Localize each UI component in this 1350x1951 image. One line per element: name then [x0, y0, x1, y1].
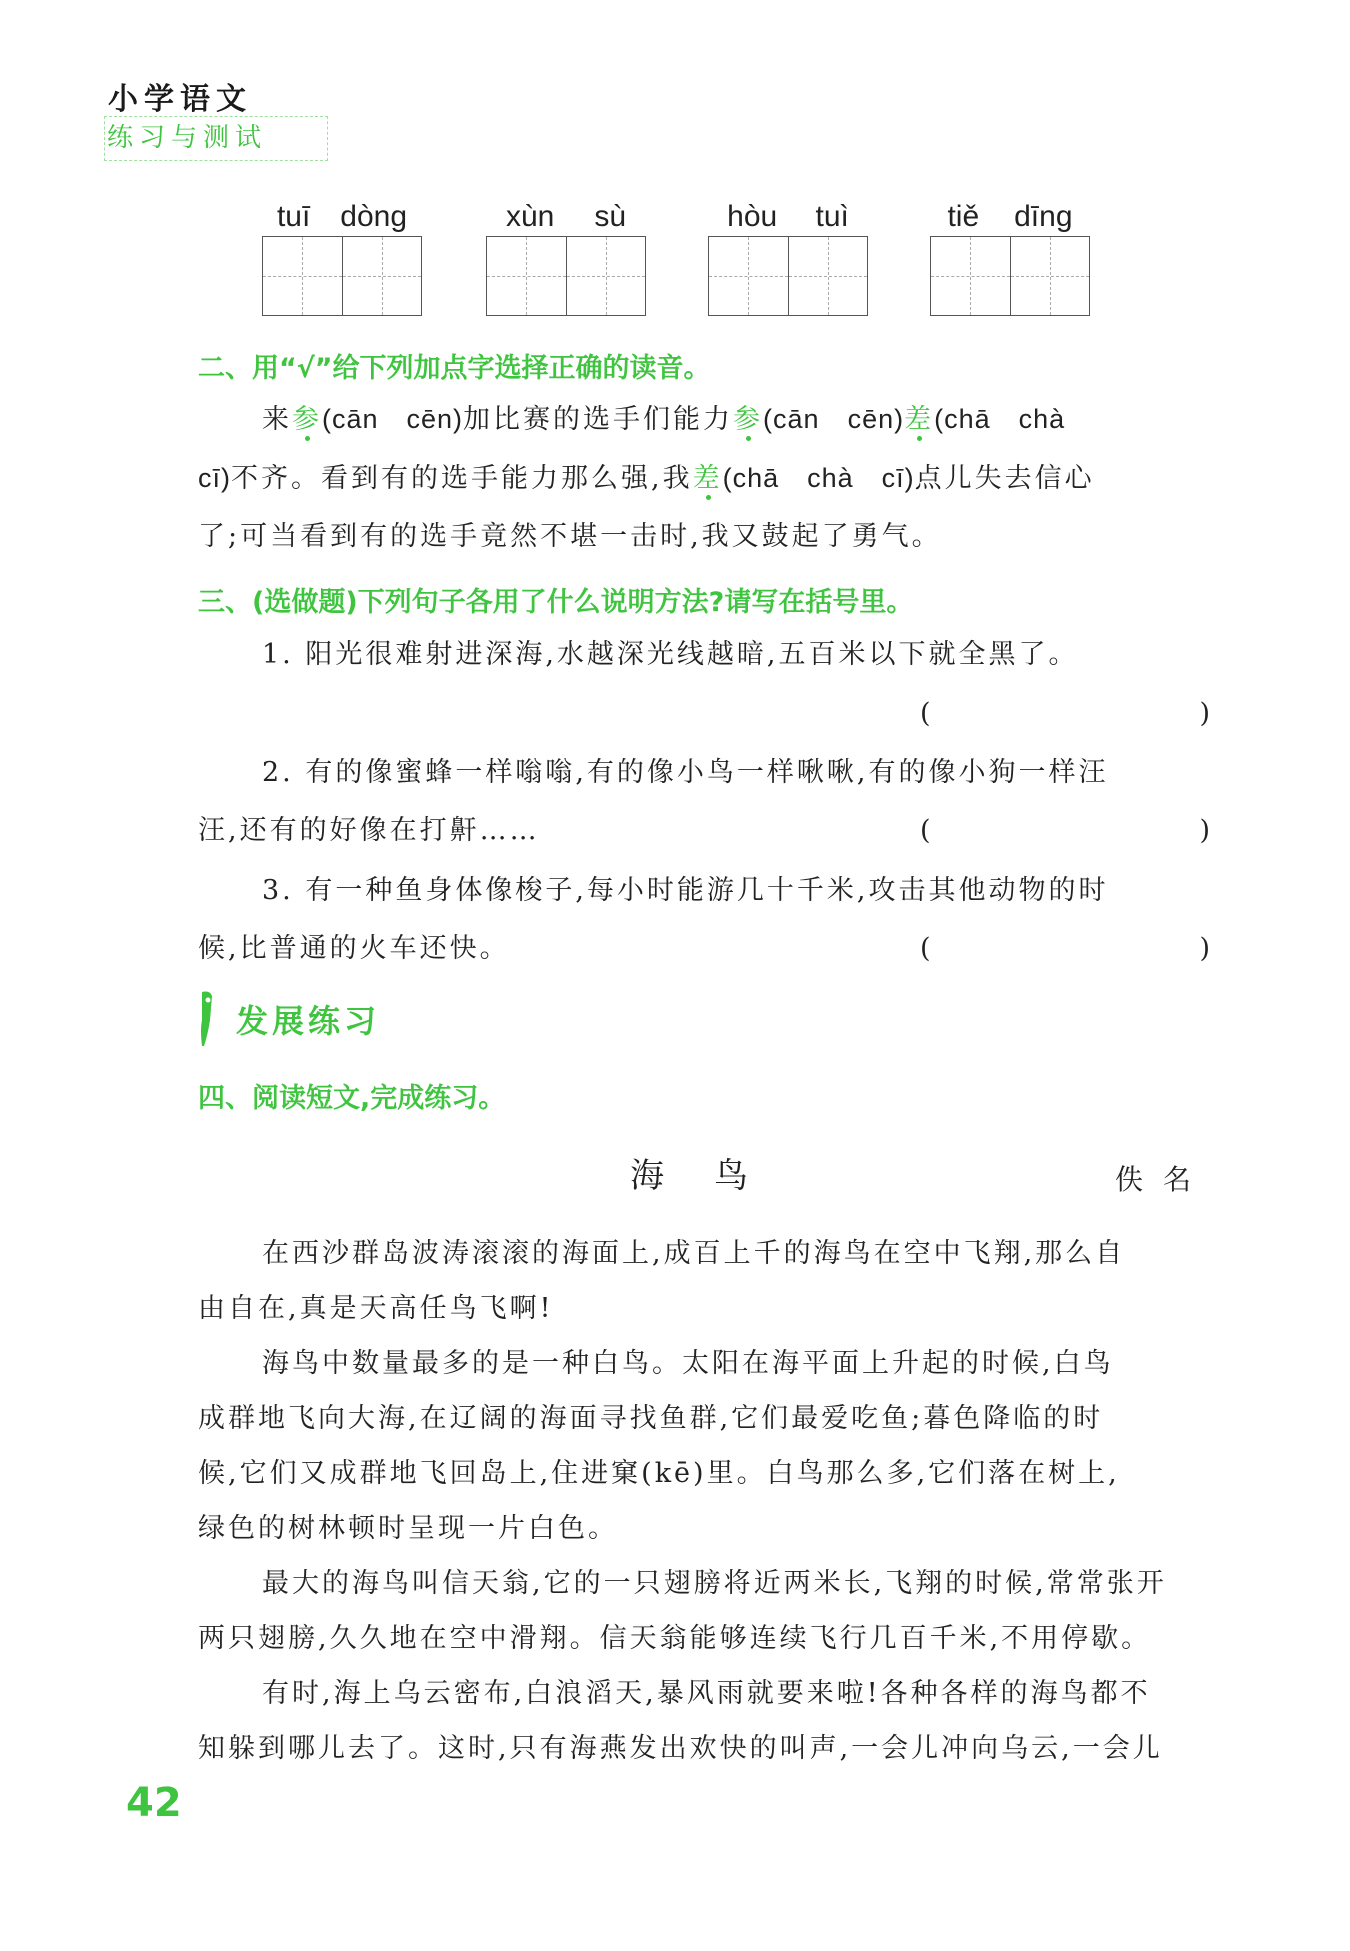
pinyin-syllable: hòu	[727, 200, 778, 233]
writing-grid[interactable]	[708, 236, 868, 316]
pinyin-box-group	[486, 200, 646, 316]
answer-parentheses[interactable]: ( )	[920, 933, 1210, 964]
dotted-char: 参	[733, 404, 764, 435]
pinyin-syllable: dīng	[1014, 200, 1073, 233]
pinyin-options[interactable]: (cān cēn)	[322, 404, 464, 434]
dotted-char: 差	[692, 463, 723, 494]
section-heading: 四、阅读短文,完成练习。	[198, 1083, 506, 1114]
article-line: 最大的海鸟叫信天翁,它的一只翅膀将近两米长,飞翔的时候,常常张开	[262, 1568, 1167, 1599]
writing-grid[interactable]	[486, 236, 646, 316]
pinyin-syllable: dòng	[340, 200, 408, 233]
question-1: 1. 阳光很难射进深海,水越深光线越暗,五百米以下就全黑了。	[262, 639, 1079, 670]
question-2: 2. 有的像蜜蜂一样嗡嗡,有的像小鸟一样啾啾,有的像小狗一样汪 汪,还有的好像在打鼾……	[198, 757, 1109, 846]
pinyin-syllable: xùn	[505, 200, 555, 233]
article-line: 海鸟中数量最多的是一种白鸟。太阳在海平面上升起的时候,白鸟	[262, 1348, 1114, 1379]
article-line: 绿色的树林顿时呈现一片白色。	[198, 1513, 618, 1544]
pinyin-options[interactable]: (chā chà cī)	[722, 463, 915, 493]
article-line: 有时,海上乌云密布,白浪滔天,暴风雨就要来啦!各种各样的海鸟都不	[262, 1678, 1151, 1709]
article-line: 成群地飞向大海,在辽阔的海面寻找鱼群,它们最爱吃鱼;暮色降临的时	[198, 1403, 1104, 1434]
article-line: 候,它们又成群地飞回岛上,住进窠(kē)里。白鸟那么多,它们落在树上,	[198, 1458, 1120, 1489]
book-title: 小学语文	[108, 82, 252, 117]
section-heading: 三、(选做题)下列句子各用了什么说明方法?请写在括号里。	[198, 587, 914, 618]
writing-grid[interactable]	[930, 236, 1090, 316]
pinyin-syllable: tuī	[276, 200, 311, 233]
article-line: 两只翅膀,久久地在空中滑翔。信天翁能够连续飞行几百千米,不用停歇。	[198, 1623, 1152, 1654]
page-number: 42	[126, 1780, 182, 1826]
pinyin-options[interactable]: (cān cēn)	[763, 404, 905, 434]
pinyin-box-group	[930, 200, 1090, 316]
pinyin-syllable: tuì	[815, 200, 849, 233]
pinyin-box-group	[708, 200, 868, 316]
article-body	[198, 1226, 1210, 1776]
writing-grid[interactable]	[262, 236, 422, 316]
development-practice-label: 发展练习	[236, 1002, 381, 1040]
pinyin-syllable: sù	[594, 200, 627, 233]
question-3: 3. 有一种鱼身体像梭子,每小时能游几十千米,攻击其他动物的时 候,比普通的火车还快。	[198, 875, 1109, 964]
section2-paragraph: 来参(cān cēn)加比赛的选手们能力参(cān cēn)差(chā chà cī)不齐。看到有的选手能力那么强,我差(chā chà cī)点儿失去信心 了;可当看到有的选手竟然不堪一击时,我又鼓起了勇气。	[198, 404, 1095, 552]
answer-parentheses[interactable]: ( )	[920, 698, 1210, 729]
article-line: 在西沙群岛波涛滚滚的海面上,成百上千的海鸟在空中飞翔,那么自	[262, 1238, 1126, 1269]
section-heading: 二、用“√”给下列加点字选择正确的读音。	[198, 353, 711, 384]
pinyin-box-group	[262, 200, 422, 316]
pinyin-syllable: tiě	[947, 200, 980, 233]
dotted-char: 参	[292, 404, 322, 435]
article-line: 知躲到哪儿去了。这时,只有海燕发出欢快的叫声,一会儿冲向乌云,一会儿	[198, 1733, 1163, 1764]
article-title: 海鸟	[630, 1156, 798, 1196]
dotted-char: 差	[904, 404, 935, 435]
article-author: 佚名	[1115, 1163, 1212, 1196]
book-subtitle: 练习与测试	[104, 116, 328, 161]
article-line: 由自在,真是天高任鸟飞啊!	[198, 1293, 554, 1324]
pinyin-options[interactable]: (chā chà	[934, 404, 1066, 434]
brush-icon	[196, 990, 218, 1048]
answer-parentheses[interactable]: ( )	[920, 815, 1210, 846]
